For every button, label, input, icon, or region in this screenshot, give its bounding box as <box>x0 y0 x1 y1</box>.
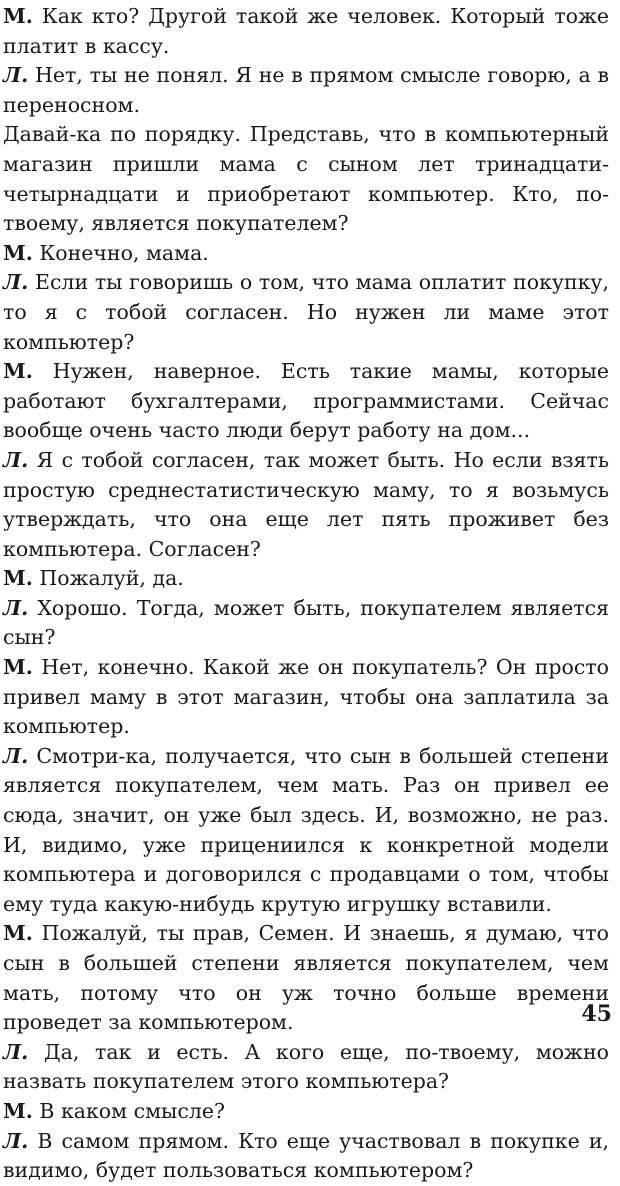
speaker-label: Л. <box>3 447 29 472</box>
paragraph-text: Пожалуй, да. <box>32 566 184 591</box>
speaker-label: Л. <box>3 595 29 620</box>
paragraph-text: Смотри-ка, получается, что сын в большей степени является покупателем, чем мать. Раз он привел ее сюда, значит, он уже был здесь. И, возможно, не раз. И, видимо, уже прицениился к конкретной модели компьютера и договорился с продавцами о том, чтобы ему туда какую-нибудь крутую игрушку вставили. <box>3 743 609 916</box>
page-text <box>3 2 609 1186</box>
speaker-label: М. <box>3 359 33 384</box>
paragraph-text: Конечно, мама. <box>32 240 209 265</box>
paragraph-text: Я с тобой согласен, так может быть. Но если взять простую среднестатистическую маму, то я возьмусь утверждать, что она еще лет пять проживет без компьютера. Согласен? <box>3 447 609 561</box>
dialogue-paragraph <box>3 120 609 238</box>
paragraph-text: Как кто? Другой такой же человек. Который тоже платит в кассу. <box>3 4 609 58</box>
speaker-label: М. <box>3 240 33 265</box>
paragraph-text: Давай-ка по порядку. Представь, что в компьютерный магазин пришли мама с сыном лет тринадцати-четырнадцати и приобретают компьютер. Кто, по-твоему, является покупателем? <box>3 122 609 236</box>
dialogue-paragraph <box>3 564 609 594</box>
paragraph-text: Пожалуй, ты прав, Семен. И знаешь, я думаю, что сын в большей степени является покупателем, чем мать, потому что он уж точно больше времени проведет за компьютером. <box>3 921 609 1035</box>
speaker-label: М. <box>3 566 33 591</box>
dialogue-paragraph <box>3 446 609 564</box>
dialogue-paragraph <box>3 61 609 120</box>
dialogue-paragraph <box>3 742 609 920</box>
speaker-label: Л. <box>3 1039 29 1064</box>
dialogue-paragraph <box>3 357 609 446</box>
paragraph-text: Хорошо. Тогда, может быть, покупателем является сын? <box>3 595 609 650</box>
dialogue-paragraph <box>3 2 609 61</box>
dialogue-paragraph <box>3 1038 609 1097</box>
speaker-label: Л. <box>3 743 29 768</box>
speaker-label: Л. <box>3 63 29 88</box>
paragraph-text: Нет, конечно. Какой же он покупатель? Он просто привел маму в этот магазин, чтобы она заплатила за компьютер. <box>3 655 609 739</box>
speaker-label: М. <box>3 4 33 28</box>
speaker-label: Л. <box>3 1128 29 1153</box>
paragraph-text: В каком смысле? <box>32 1098 225 1123</box>
dialogue-paragraph <box>3 1127 609 1186</box>
paragraph-text: В самом прямом. Кто еще участвовал в покупке и, видимо, будет пользоваться компьютером? <box>3 1128 609 1183</box>
dialogue-paragraph <box>3 919 609 1037</box>
speaker-label: М. <box>3 1098 33 1123</box>
speaker-label: М. <box>3 921 33 946</box>
dialogue-paragraph <box>3 594 609 653</box>
page-number: 45 <box>581 1001 612 1027</box>
speaker-label: Л. <box>3 270 29 295</box>
dialogue-paragraph <box>3 268 609 357</box>
paragraph-text: Если ты говоришь о том, что мама оплатит покупку, то я с тобой согласен. Но нужен ли маме этот компьютер? <box>3 270 609 354</box>
paragraph-text: Нужен, наверное. Есть такие мамы, которые работают бухгалтерами, программистами. Сейчас вообще очень часто люди берут работу на дом... <box>3 359 609 443</box>
dialogue-paragraph <box>3 653 609 742</box>
speaker-label: М. <box>3 655 33 680</box>
dialogue-paragraph <box>3 1097 609 1127</box>
paragraph-text: Да, так и есть. А кого еще, по-твоему, можно назвать покупателем этого компьютера? <box>3 1039 609 1094</box>
dialogue-paragraph <box>3 239 609 269</box>
paragraph-text: Нет, ты не понял. Я не в прямом смысле говорю, а в переносном. <box>3 63 609 117</box>
